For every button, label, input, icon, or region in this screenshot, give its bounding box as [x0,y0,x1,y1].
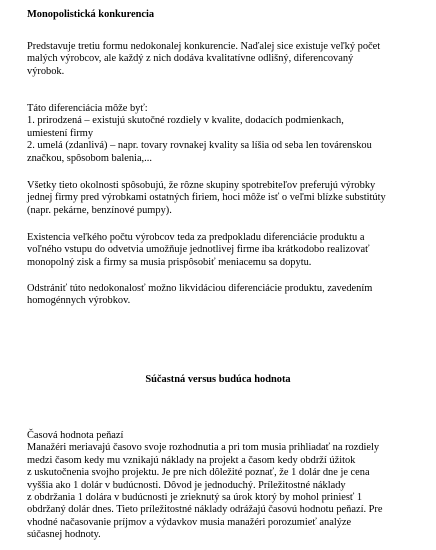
text-line: Manažéri meriavajú časovo svoje rozhodnutia a pri tom musia prihliadať na rozdiely [27,442,380,454]
text-line: vhodné načasovanie príjmov a výdavkov musia manažéri porozumieť analýze [27,516,352,528]
text-line: monopolný zisk a firmy sa musia prispôsobiť meniacemu sa dopytu. [27,256,312,268]
text-line: z uskutočnenia svojho projektu. Je pre nich dôležité poznať, že 1 dolár dne je cena [27,467,370,479]
text-line: 1. prirodzená – existujú skutočné rozdiely v kvalite, dodacích podmienkach, [27,115,344,127]
text-line: Táto diferenciácia môže byť: [27,103,148,114]
section-title-monopolisticka-konkurencia: Monopolistická konkurencia [27,9,155,20]
text-line: medzi časom kedy mu vznikajú náklady na projekt a časom kedy obdrží úžitok [27,454,356,466]
text-line: jednej firmy pred výrobkami ostatných firiem, hoci môže isť o veľmi blízke substitúty [27,192,386,204]
paragraph-removal [27,283,427,308]
paragraph-intro [27,41,427,78]
text-line: malých výrobcov, ale každý z nich dodáva kvalitatívne odlišný, diferencovaný [27,53,354,65]
text-line: voľného vstupu do odvetvia umožňuje jednotlivej firme iba krátkodobo realizovať [27,244,370,256]
text-line: Časová hodnota peňazí [27,430,124,441]
text-line: Predstavuje tretiu formu nedokonalej konkurencie. Naďalej sice existuje veľký počet [27,41,381,52]
text-line: Existencia veľkého počtu výrobcov teda za predpokladu diferenciácie produktu a [27,232,365,243]
text-line: umiestení firmy [27,127,94,139]
text-line: 2. umelá (zdanlivá) – napr. tovary rovnakej kvality sa líšia od seba len továrenskou [27,140,372,152]
text-line: vyššia ako 1 dolár v budúcnosti. Dôvod je jednoduchý. Príležitostné náklady [27,479,346,491]
text-line: homogénnych výrobkov. [27,295,131,307]
text-line: (napr. pekárne, benzínové pumpy). [27,204,172,216]
text-line: Všetky tieto okolnosti spôsobujú, že rôzne skupiny spotrebiteľov preferujú výrobky [27,180,376,191]
paragraph-many-producers [27,232,427,269]
text-line: z obdržania 1 dolára v budúcnosti je zrieknutý sa úrok ktorý by mohol priniesť 1 [27,492,363,504]
paragraph-differentiation [27,103,427,165]
paragraph-consumer-preferences [27,180,427,217]
text-line: Odstrániť túto nedokonalosť možno likvidáciou diferenciácie produktu, zavedením [27,283,373,294]
text-line: značkou, spôsobom balenia,... [27,152,152,164]
text-line: výrobok. [27,65,65,77]
text-line: súčasnej hodnoty. [27,529,101,541]
section-title-sucastna-versus-buduca-hodnota: Súčastná versus budúca hodnota [145,374,291,385]
text-line: obdržaný dolár dnes. Tieto príležitostné náklady odrážajú časovú hodnotu peňazí. Pre [27,504,383,516]
paragraph-time-value-of-money [27,430,427,542]
